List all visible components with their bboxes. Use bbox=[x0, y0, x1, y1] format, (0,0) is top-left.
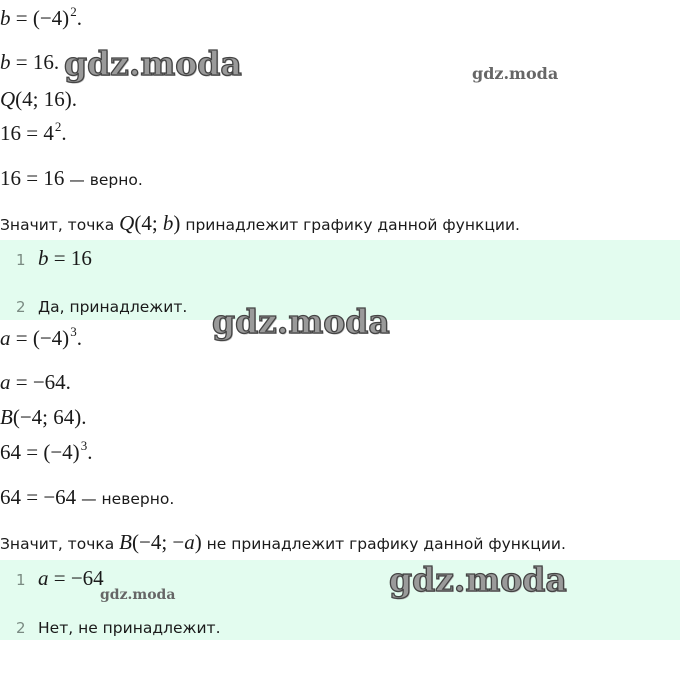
answer-number: 2 bbox=[16, 619, 26, 637]
answer-box-2 bbox=[0, 560, 680, 640]
equation-a-value: a = −64. bbox=[0, 370, 71, 394]
check-result-2: 64 = −64 — неверно. bbox=[0, 485, 175, 509]
answer-box-1 bbox=[0, 240, 680, 320]
check-equation-1: $16 = 4^2$. bbox=[0, 119, 67, 145]
watermark-logo: gdz.moda bbox=[64, 44, 242, 83]
conclusion-2: Значит, точка B(−4; −a) не принадлежит графику данной функции. bbox=[0, 530, 566, 554]
equation-b-squared: $b = (-4)^2$. bbox=[0, 4, 82, 30]
point-b-coords: B(−4; 64). bbox=[0, 405, 87, 429]
answer-text: a = −64 bbox=[38, 566, 104, 590]
equation-a-cubed: $a = (-4)^3$. bbox=[0, 324, 82, 350]
answer-number: 2 bbox=[16, 298, 26, 316]
answer-text: Да, принадлежит. bbox=[38, 298, 188, 316]
watermark-logo: gdz.moda bbox=[212, 302, 390, 341]
answer-text: b = 16 bbox=[38, 246, 92, 270]
conclusion-1: Значит, точка Q(4; b) принадлежит графику данной функции. bbox=[0, 211, 520, 235]
answer-number: 1 bbox=[16, 571, 26, 589]
point-q-coords: Q(4; 16). bbox=[0, 87, 77, 111]
check-equation-2: $64 = (-4)^3$. bbox=[0, 438, 93, 464]
check-result-1: 16 = 16 — верно. bbox=[0, 166, 143, 190]
answer-number: 1 bbox=[16, 251, 26, 269]
watermark-logo: gdz.moda bbox=[472, 64, 559, 83]
equation-b-value: b = 16. bbox=[0, 50, 60, 74]
answer-text: Нет, не принадлежит. bbox=[38, 619, 221, 637]
watermark-logo: gdz.moda bbox=[389, 560, 567, 599]
watermark-logo: gdz.moda bbox=[100, 587, 176, 603]
